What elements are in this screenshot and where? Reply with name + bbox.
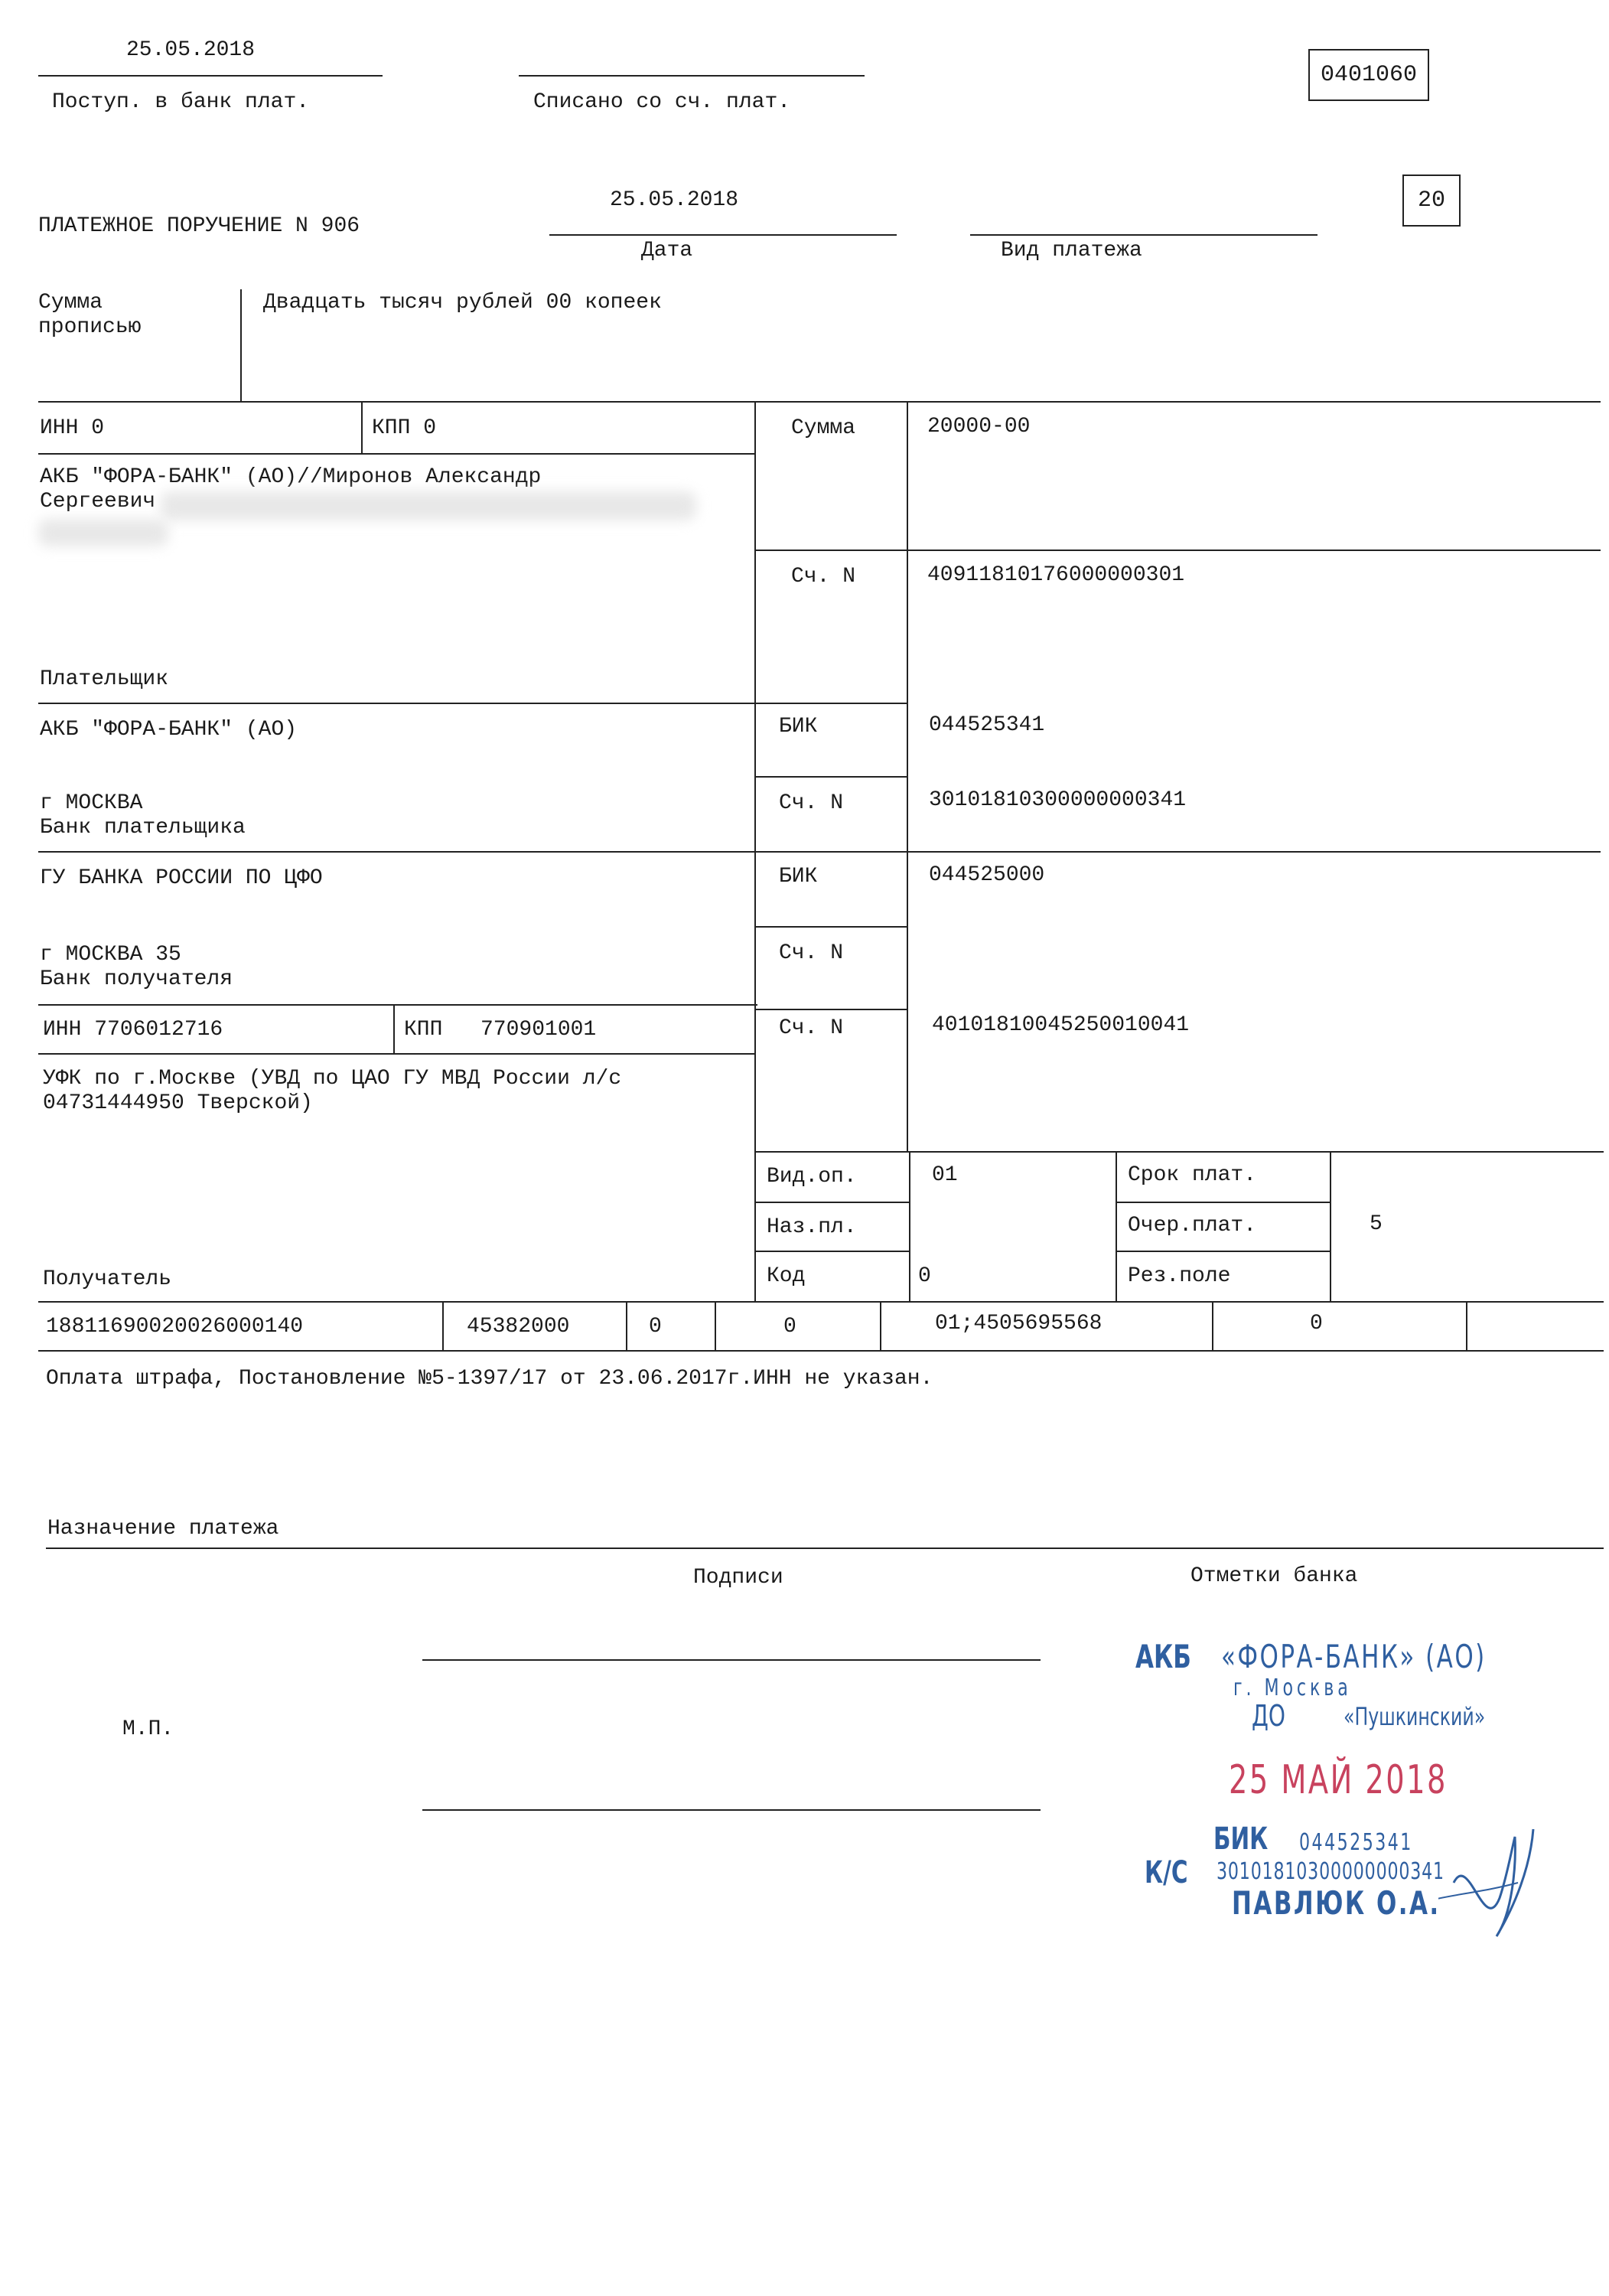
redacted-address-2 <box>38 519 168 546</box>
seal-label: М.П. <box>122 1717 174 1741</box>
details-row-line-2 <box>754 1251 909 1252</box>
op-type-label: Вид.оп. <box>767 1165 857 1189</box>
stamp-city: г. Москва <box>1233 1675 1352 1701</box>
payment-type-label: Вид платежа <box>1001 239 1142 263</box>
debited-line <box>519 75 865 77</box>
payer-bank-bik-line <box>754 776 907 778</box>
received-line <box>38 75 383 77</box>
payee-name-line2: 04731444950 Тверской) <box>43 1091 313 1115</box>
details-divider-1 <box>754 1151 756 1301</box>
payer-bank-bik-value: 044525341 <box>929 713 1045 737</box>
payer-bank-account-value: 30101810300000000341 <box>929 788 1187 812</box>
order-date-label: Дата <box>641 239 693 263</box>
priority-label: Очер.плат. <box>1128 1214 1257 1238</box>
payment-type-line <box>970 234 1317 236</box>
payer-label: Плательщик <box>40 667 169 691</box>
main-divider-left <box>754 403 756 1153</box>
tax-divider-6 <box>1466 1301 1467 1350</box>
amount-words-label-2: прописью <box>38 315 142 339</box>
payee-inn: ИНН 7706012716 <box>43 1018 223 1042</box>
code-label: Код <box>767 1264 806 1288</box>
stamp-bik-label: БИК <box>1213 1821 1269 1857</box>
tax-divider-1 <box>442 1301 444 1350</box>
payer-sum-label: Сумма <box>791 416 856 440</box>
tax-divider-5 <box>1212 1301 1213 1350</box>
priority-value: 5 <box>1370 1212 1383 1236</box>
payer-inn: ИНН 0 <box>40 416 105 440</box>
stamp-date: 25 МАЙ 2018 <box>1229 1757 1448 1803</box>
payer-bank-label: Банк плательщика <box>40 816 246 840</box>
purpose-text: Оплата штрафа, Постановление №5-1397/17 от 23.06.2017г.ИНН не указан. <box>46 1367 933 1391</box>
amount-words-label-1: Сумма <box>38 291 103 315</box>
payee-bank-bik-line <box>754 926 907 928</box>
payer-inn-line <box>38 453 756 455</box>
debited-label: Списано со сч. плат. <box>533 90 791 114</box>
signature-line-1 <box>422 1659 1041 1661</box>
payer-bank-city: г МОСКВА <box>40 791 143 815</box>
amount-words-divider <box>240 289 242 403</box>
stamp-bank-name: «ФОРА-БАНК» (АО) <box>1221 1638 1487 1675</box>
stamp-ks-value: 30101810300000000341 <box>1217 1858 1445 1885</box>
signature-scribble <box>1438 1821 1545 1952</box>
payee-bank-bik-value: 044525000 <box>929 863 1045 887</box>
payee-account-value: 40101810045250010041 <box>932 1013 1190 1037</box>
payee-kpp-label: КПП <box>404 1018 443 1042</box>
stamp-bik-value: 044525341 <box>1299 1829 1413 1856</box>
details-row-line-1b <box>1116 1202 1331 1203</box>
stamp-bank-abbr: АКБ <box>1135 1638 1191 1675</box>
purpose-label: Назначение платежа <box>47 1517 279 1541</box>
payee-bank-bottom-line <box>38 1004 757 1006</box>
payee-kpp-value: 770901001 <box>480 1018 597 1042</box>
payer-name-line2: Сергеевич <box>40 490 156 514</box>
payer-bank-bottom-line <box>38 851 1601 853</box>
payee-bank-label: Банк получателя <box>40 967 233 991</box>
stamp-officer: ПАВЛЮК О.А. <box>1232 1884 1441 1922</box>
op-type-value: 01 <box>932 1163 958 1187</box>
payer-bank-account-label: Сч. N <box>779 791 844 815</box>
form-code-box: 0401060 <box>1308 49 1429 101</box>
received-date: 25.05.2018 <box>126 38 256 62</box>
payee-inn-line <box>38 1053 756 1055</box>
tax-divider-3 <box>715 1301 716 1350</box>
amount-words-bottom-line <box>38 401 1601 403</box>
purpose-code-label: Наз.пл. <box>767 1215 857 1239</box>
status-code-box: 20 <box>1402 174 1461 227</box>
stamp-branch-name: «Пушкинский» <box>1344 1702 1486 1731</box>
payer-bank-name: АКБ "ФОРА-БАНК" (АО) <box>40 718 298 742</box>
payer-bank-bik-label: БИК <box>779 715 818 739</box>
bank-marks-label: Отметки банка <box>1190 1564 1358 1588</box>
purpose-bottom-line <box>46 1548 1604 1549</box>
code-value: 0 <box>918 1264 931 1288</box>
payee-bank-account-label: Сч. N <box>779 941 844 965</box>
payee-bank-account-line <box>754 1009 907 1010</box>
reserve-label: Рез.поле <box>1128 1264 1231 1288</box>
tax-divider-4 <box>880 1301 881 1350</box>
details-divider-3 <box>1116 1151 1117 1301</box>
payee-bank-bik-label: БИК <box>779 865 818 889</box>
payer-sum-value: 20000-00 <box>927 415 1031 439</box>
tax-field-basis: 0 <box>649 1315 662 1339</box>
amount-words-text: Двадцать тысяч рублей 00 копеек <box>263 291 662 315</box>
due-label: Срок плат. <box>1128 1163 1257 1187</box>
tax-row-bottom-line <box>38 1350 1604 1352</box>
tax-field-oktmo: 45382000 <box>467 1315 570 1339</box>
payer-account-value: 40911810176000000301 <box>927 563 1185 587</box>
order-date: 25.05.2018 <box>610 188 739 212</box>
payer-name-line1: АКБ "ФОРА-БАНК" (АО)//Миронов Александр <box>40 465 542 489</box>
payer-sum-line <box>754 550 1601 551</box>
payee-name-line1: УФК по г.Москве (УВД по ЦАО ГУ МВД России л/с <box>43 1067 622 1091</box>
order-title: ПЛАТЕЖНОЕ ПОРУЧЕНИЕ N 906 <box>38 214 360 238</box>
payee-account-label: Сч. N <box>779 1016 844 1040</box>
stamp-branch-abbr: ДО <box>1252 1699 1285 1733</box>
main-divider-right <box>907 403 908 1153</box>
payer-kpp: КПП 0 <box>372 416 437 440</box>
tax-field-doc-number: 01;4505695568 <box>935 1312 1103 1336</box>
payee-bank-name: ГУ БАНКА РОССИИ ПО ЦФО <box>40 866 323 890</box>
received-label: Поступ. в банк плат. <box>52 90 310 114</box>
details-row-line-1 <box>754 1202 909 1203</box>
payee-bank-city: г МОСКВА 35 <box>40 943 181 967</box>
signatures-label: Подписи <box>693 1566 783 1590</box>
tax-row-top-line <box>38 1301 1604 1303</box>
payer-bottom-line <box>38 703 907 704</box>
tax-divider-2 <box>626 1301 627 1350</box>
details-divider-2 <box>909 1151 910 1301</box>
tax-field-doc-date: 0 <box>1310 1312 1323 1336</box>
tax-field-kbk: 18811690020026000140 <box>46 1315 304 1339</box>
signature-line-2 <box>422 1809 1041 1811</box>
stamp-ks-label: К/С <box>1145 1855 1188 1890</box>
details-row-line-2b <box>1116 1251 1331 1252</box>
payer-account-label: Сч. N <box>791 565 856 589</box>
payee-inn-kpp-divider <box>393 1006 395 1055</box>
order-date-line <box>549 234 897 236</box>
redacted-address <box>161 491 696 520</box>
payee-label: Получатель <box>43 1267 172 1291</box>
details-divider-4 <box>1330 1151 1331 1301</box>
payer-inn-kpp-divider <box>361 403 363 453</box>
payee-account-bottom-line <box>754 1151 1604 1153</box>
tax-field-period: 0 <box>783 1315 796 1339</box>
